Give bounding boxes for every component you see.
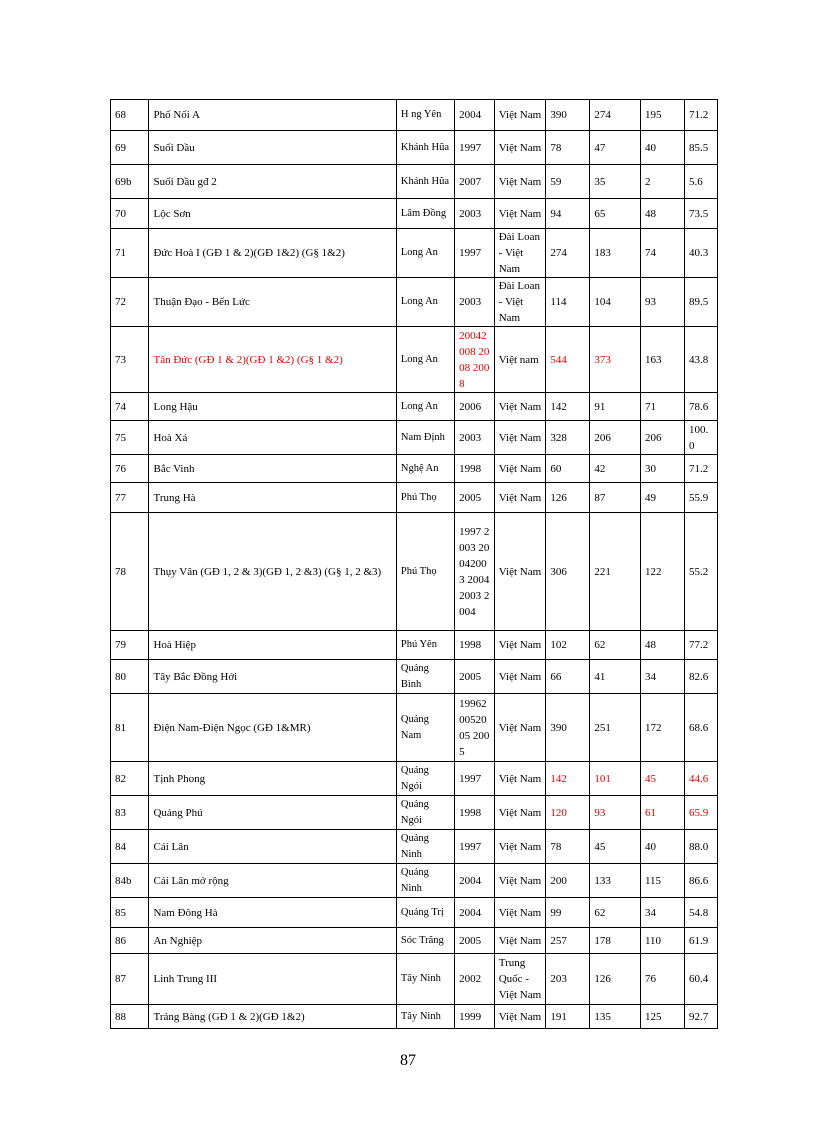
province: Phú Thọ	[396, 483, 454, 513]
row-number: 82	[111, 762, 149, 796]
year: 1997	[455, 131, 495, 165]
value-3: 125	[640, 1005, 684, 1029]
year: 1998	[455, 796, 495, 830]
province: Quảng Ngói	[396, 762, 454, 796]
row-number: 88	[111, 1005, 149, 1029]
year: 2003	[455, 199, 495, 229]
table-row	[111, 796, 718, 830]
row-number: 84b	[111, 864, 149, 898]
investor: Việt Nam	[494, 393, 546, 421]
row-number: 69	[111, 131, 149, 165]
row-number: 77	[111, 483, 149, 513]
value-4: 82.6	[684, 660, 717, 694]
value-4: 55.9	[684, 483, 717, 513]
table-row	[111, 694, 718, 762]
value-2: 45	[590, 830, 641, 864]
value-3: 34	[640, 898, 684, 928]
year: 1997	[455, 830, 495, 864]
value-3: 48	[640, 199, 684, 229]
value-2: 62	[590, 898, 641, 928]
value-2: 274	[590, 100, 641, 131]
year: 1997	[455, 229, 495, 278]
table-row	[111, 229, 718, 278]
year: 20042008 2008 2008	[455, 327, 495, 393]
value-4: 71.2	[684, 100, 717, 131]
row-number: 81	[111, 694, 149, 762]
zone-name: Lộc Sơn	[149, 199, 396, 229]
zone-name: Thuận Đạo - Bến Lức	[149, 278, 396, 327]
row-number: 69b	[111, 165, 149, 199]
year: 1998	[455, 455, 495, 483]
value-1: 66	[546, 660, 590, 694]
table-row	[111, 631, 718, 660]
value-3: 76	[640, 954, 684, 1005]
zone-name: Quảng Phú	[149, 796, 396, 830]
value-3: 122	[640, 513, 684, 631]
value-3: 115	[640, 864, 684, 898]
investor: Việt Nam	[494, 898, 546, 928]
value-4: 88.0	[684, 830, 717, 864]
investor: Đài Loan - Việt Nam	[494, 229, 546, 278]
value-2: 373	[590, 327, 641, 393]
value-1: 78	[546, 131, 590, 165]
value-2: 62	[590, 631, 641, 660]
value-4: 40.3	[684, 229, 717, 278]
table-row	[111, 483, 718, 513]
row-number: 83	[111, 796, 149, 830]
value-3: 163	[640, 327, 684, 393]
table-row	[111, 762, 718, 796]
table-row	[111, 165, 718, 199]
row-number: 74	[111, 393, 149, 421]
table-row	[111, 954, 718, 1005]
investor: Việt Nam	[494, 199, 546, 229]
value-2: 221	[590, 513, 641, 631]
year: 1997	[455, 762, 495, 796]
province: Quảng Ninh	[396, 864, 454, 898]
zone-name: Điện Nam-Điện Ngọc (GĐ 1&MR)	[149, 694, 396, 762]
table-row	[111, 100, 718, 131]
row-number: 80	[111, 660, 149, 694]
row-number: 78	[111, 513, 149, 631]
zone-name: Hoà Hiệp	[149, 631, 396, 660]
zone-name: Tịnh Phong	[149, 762, 396, 796]
investor: Đài Loan - Việt Nam	[494, 278, 546, 327]
table-row	[111, 660, 718, 694]
province: Quảng Nam	[396, 694, 454, 762]
value-4: 71.2	[684, 455, 717, 483]
table-row	[111, 830, 718, 864]
value-3: 172	[640, 694, 684, 762]
value-3: 93	[640, 278, 684, 327]
investor: Việt Nam	[494, 762, 546, 796]
value-3: 2	[640, 165, 684, 199]
zone-name: Tây Bắc Đồng Hới	[149, 660, 396, 694]
row-number: 76	[111, 455, 149, 483]
value-1: 94	[546, 199, 590, 229]
value-3: 40	[640, 131, 684, 165]
value-1: 60	[546, 455, 590, 483]
value-1: 59	[546, 165, 590, 199]
page-number: 87	[400, 1052, 416, 1069]
value-1: 120	[546, 796, 590, 830]
year: 2004	[455, 864, 495, 898]
value-1: 203	[546, 954, 590, 1005]
year: 2007	[455, 165, 495, 199]
investor: Việt Nam	[494, 830, 546, 864]
value-2: 47	[590, 131, 641, 165]
year: 1998	[455, 631, 495, 660]
table-row	[111, 455, 718, 483]
year: 2004	[455, 100, 495, 131]
zone-name: Cái Lân mở rộng	[149, 864, 396, 898]
zone-name: Tân Đức (GĐ 1 & 2)(GĐ 1 &2) (G§ 1 &2)	[149, 327, 396, 393]
value-4: 86.6	[684, 864, 717, 898]
value-4: 5.6	[684, 165, 717, 199]
investor: Việt Nam	[494, 513, 546, 631]
zone-name: Phố Nối A	[149, 100, 396, 131]
row-number: 86	[111, 928, 149, 954]
year: 1997 2003 20042003 2004 2003 2004	[455, 513, 495, 631]
year: 1996200520 05 2005	[455, 694, 495, 762]
value-4: 85.5	[684, 131, 717, 165]
zone-name: Bắc Vinh	[149, 455, 396, 483]
value-2: 41	[590, 660, 641, 694]
table-row	[111, 393, 718, 421]
value-1: 102	[546, 631, 590, 660]
year: 2003	[455, 278, 495, 327]
year: 2005	[455, 483, 495, 513]
value-1: 390	[546, 694, 590, 762]
value-2: 251	[590, 694, 641, 762]
province: Khánh Hũa	[396, 165, 454, 199]
province: Quảng Ninh	[396, 830, 454, 864]
value-1: 99	[546, 898, 590, 928]
value-2: 87	[590, 483, 641, 513]
year: 2002	[455, 954, 495, 1005]
value-4: 77.2	[684, 631, 717, 660]
zone-name: Trảng Bàng (GĐ 1 & 2)(GĐ 1&2)	[149, 1005, 396, 1029]
zone-name: Đức Hoà I (GĐ 1 & 2)(GĐ 1&2) (G§ 1&2)	[149, 229, 396, 278]
value-1: 257	[546, 928, 590, 954]
row-number: 84	[111, 830, 149, 864]
investor: Việt Nam	[494, 100, 546, 131]
row-number: 71	[111, 229, 149, 278]
value-2: 42	[590, 455, 641, 483]
year: 2005	[455, 928, 495, 954]
value-4: 65.9	[684, 796, 717, 830]
value-2: 135	[590, 1005, 641, 1029]
value-1: 544	[546, 327, 590, 393]
value-4: 92.7	[684, 1005, 717, 1029]
value-3: 74	[640, 229, 684, 278]
value-1: 126	[546, 483, 590, 513]
value-1: 328	[546, 421, 590, 455]
investor: Việt Nam	[494, 1005, 546, 1029]
row-number: 70	[111, 199, 149, 229]
zone-name: An Nghiệp	[149, 928, 396, 954]
table-row	[111, 513, 718, 631]
investor: Việt Nam	[494, 165, 546, 199]
table-row	[111, 928, 718, 954]
table-row	[111, 864, 718, 898]
value-1: 142	[546, 393, 590, 421]
value-1: 200	[546, 864, 590, 898]
value-2: 183	[590, 229, 641, 278]
value-3: 45	[640, 762, 684, 796]
investor: Việt Nam	[494, 483, 546, 513]
value-1: 274	[546, 229, 590, 278]
value-1: 142	[546, 762, 590, 796]
row-number: 68	[111, 100, 149, 131]
investor: Việt Nam	[494, 660, 546, 694]
province: Tây Ninh	[396, 1005, 454, 1029]
table-row	[111, 421, 718, 455]
zone-name: Hoà Xá	[149, 421, 396, 455]
row-number: 79	[111, 631, 149, 660]
province: Nghệ An	[396, 455, 454, 483]
investor: Việt Nam	[494, 421, 546, 455]
row-number: 87	[111, 954, 149, 1005]
table-row	[111, 199, 718, 229]
province: Nam Định	[396, 421, 454, 455]
province: Phú Thọ	[396, 513, 454, 631]
zone-name: Trung Hà	[149, 483, 396, 513]
year: 2004	[455, 898, 495, 928]
province: Sóc Trăng	[396, 928, 454, 954]
investor: Việt Nam	[494, 864, 546, 898]
value-1: 191	[546, 1005, 590, 1029]
value-4: 61.9	[684, 928, 717, 954]
value-3: 40	[640, 830, 684, 864]
zone-name: Nam Đông Hà	[149, 898, 396, 928]
value-2: 91	[590, 393, 641, 421]
zone-name: Suối Dầu gđ 2	[149, 165, 396, 199]
value-2: 126	[590, 954, 641, 1005]
investor: Việt Nam	[494, 928, 546, 954]
value-2: 65	[590, 199, 641, 229]
row-number: 72	[111, 278, 149, 327]
value-3: 206	[640, 421, 684, 455]
value-3: 48	[640, 631, 684, 660]
province: H ng Yên	[396, 100, 454, 131]
investor: Việt Nam	[494, 694, 546, 762]
value-1: 78	[546, 830, 590, 864]
value-4: 44.6	[684, 762, 717, 796]
value-3: 49	[640, 483, 684, 513]
row-number: 73	[111, 327, 149, 393]
province: Khánh Hũa	[396, 131, 454, 165]
investor: Việt nam	[494, 327, 546, 393]
value-3: 110	[640, 928, 684, 954]
value-4: 43.8	[684, 327, 717, 393]
value-4: 73.5	[684, 199, 717, 229]
row-number: 75	[111, 421, 149, 455]
value-4: 78.6	[684, 393, 717, 421]
value-3: 195	[640, 100, 684, 131]
value-4: 68.6	[684, 694, 717, 762]
row-number: 85	[111, 898, 149, 928]
investor: Trung Quốc - Việt Nam	[494, 954, 546, 1005]
value-1: 114	[546, 278, 590, 327]
province: Lâm Đồng	[396, 199, 454, 229]
year: 2006	[455, 393, 495, 421]
province: Long An	[396, 393, 454, 421]
industrial-zone-table	[110, 99, 718, 1029]
value-2: 93	[590, 796, 641, 830]
table-row	[111, 1005, 718, 1029]
province: Quảng Ngói	[396, 796, 454, 830]
year: 2003	[455, 421, 495, 455]
value-2: 104	[590, 278, 641, 327]
province: Long An	[396, 229, 454, 278]
value-4: 55.2	[684, 513, 717, 631]
province: Quảng Bình	[396, 660, 454, 694]
table-row	[111, 131, 718, 165]
table-row	[111, 327, 718, 393]
investor: Việt Nam	[494, 455, 546, 483]
year: 2005	[455, 660, 495, 694]
value-4: 89.5	[684, 278, 717, 327]
value-3: 34	[640, 660, 684, 694]
value-2: 206	[590, 421, 641, 455]
zone-name: Long Hậu	[149, 393, 396, 421]
value-3: 71	[640, 393, 684, 421]
value-4: 100.0	[684, 421, 717, 455]
value-2: 133	[590, 864, 641, 898]
province: Long An	[396, 327, 454, 393]
province: Quảng Trị	[396, 898, 454, 928]
table-row	[111, 278, 718, 327]
value-1: 306	[546, 513, 590, 631]
value-3: 61	[640, 796, 684, 830]
zone-name: Thụy Vân (GĐ 1, 2 & 3)(GĐ 1, 2 &3) (G§ 1, 2 &3)	[149, 513, 396, 631]
value-4: 54.8	[684, 898, 717, 928]
province: Phú Yên	[396, 631, 454, 660]
value-2: 35	[590, 165, 641, 199]
zone-name: Suối Dầu	[149, 131, 396, 165]
investor: Việt Nam	[494, 131, 546, 165]
value-4: 60.4	[684, 954, 717, 1005]
value-1: 390	[546, 100, 590, 131]
province: Tây Ninh	[396, 954, 454, 1005]
value-2: 178	[590, 928, 641, 954]
value-2: 101	[590, 762, 641, 796]
value-3: 30	[640, 455, 684, 483]
table-row	[111, 898, 718, 928]
investor: Việt Nam	[494, 631, 546, 660]
investor: Việt Nam	[494, 796, 546, 830]
province: Long An	[396, 278, 454, 327]
zone-name: Cái Lân	[149, 830, 396, 864]
year: 1999	[455, 1005, 495, 1029]
zone-name: Linh Trung III	[149, 954, 396, 1005]
